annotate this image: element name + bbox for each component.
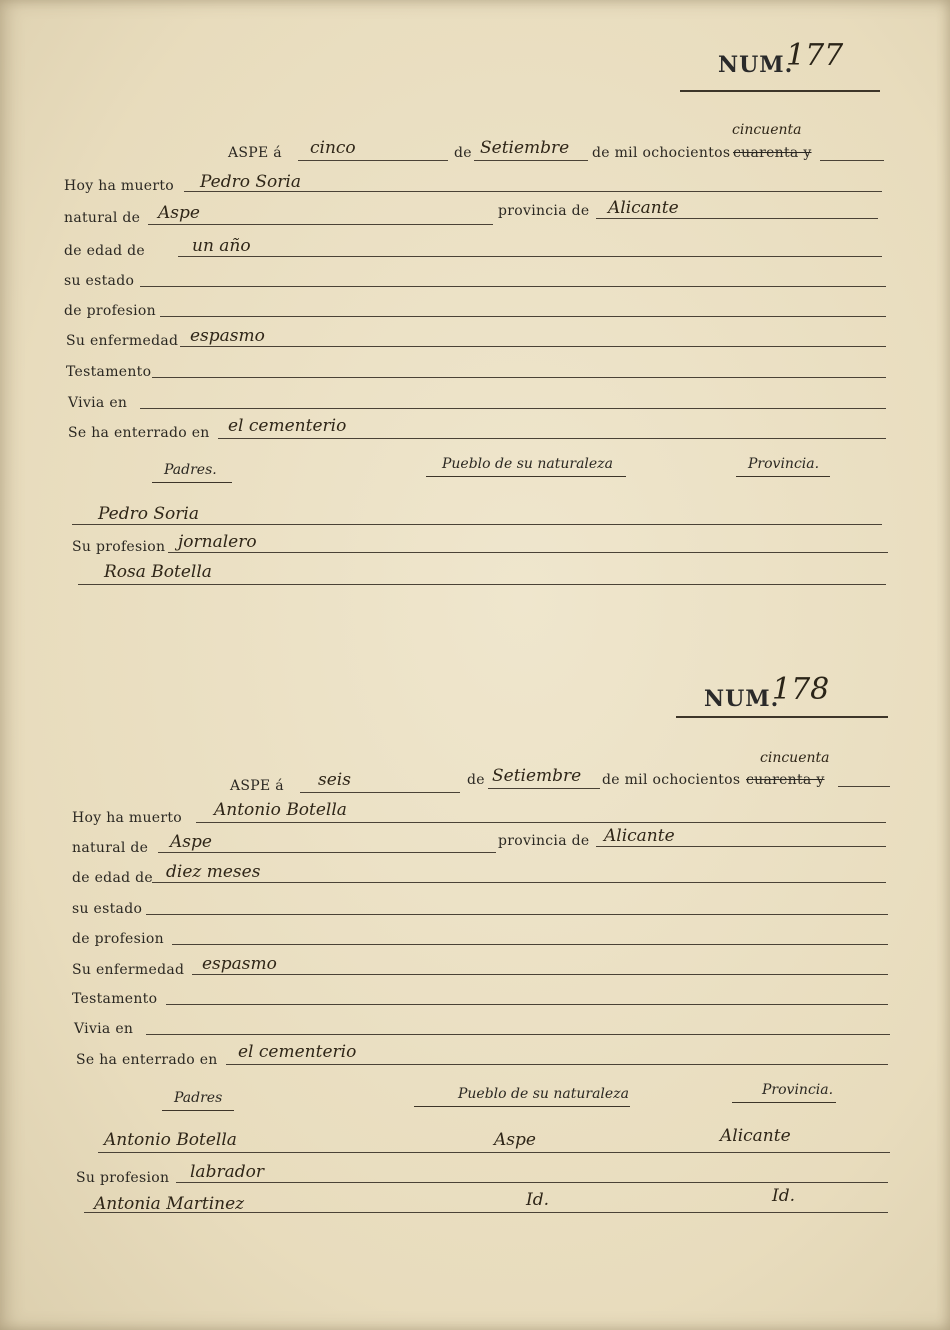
age-value: diez meses <box>166 862 261 882</box>
record-number-label: NUM. <box>704 686 780 712</box>
parent-profession-label: Su profesion <box>76 1170 170 1186</box>
parents-heading: Padres. <box>164 462 217 478</box>
de-label: de <box>467 772 485 788</box>
father-province: Alicante <box>720 1126 791 1146</box>
died-label: Hoy ha muerto <box>64 178 175 194</box>
father-profession: labrador <box>190 1162 264 1182</box>
mother-town-mark: Id. <box>526 1190 550 1210</box>
age-label: de edad de <box>64 243 145 259</box>
mother-province-mark: Id. <box>772 1186 796 1206</box>
record-number-rule <box>680 90 880 92</box>
year-prefix: de mil ochocientos <box>602 772 741 788</box>
status-label: su estado <box>72 901 143 917</box>
native-value: Aspe <box>158 203 200 223</box>
illness-label: Su enfermedad <box>66 333 179 349</box>
age-label: de edad de <box>72 870 153 886</box>
native-label: natural de <box>72 840 149 856</box>
illness-label: Su enfermedad <box>72 962 185 978</box>
father-name: Antonio Botella <box>104 1130 237 1150</box>
mother-name: Antonia Martinez <box>94 1194 245 1214</box>
province-heading: Provincia. <box>748 456 820 472</box>
buried-label: Se ha enterrado en <box>76 1052 218 1068</box>
died-label: Hoy ha muerto <box>72 810 183 826</box>
profession-label: de profesion <box>64 303 156 319</box>
illness-value: espasmo <box>190 326 265 346</box>
burial-value: el cementerio <box>238 1042 357 1062</box>
province-label: provincia de <box>498 203 590 219</box>
province-value: Alicante <box>604 826 675 846</box>
lived-label: Vivia en <box>68 395 128 411</box>
province-label: provincia de <box>498 833 590 849</box>
decade-struck: cuarenta y <box>733 145 812 161</box>
deceased-name: Antonio Botella <box>214 800 347 820</box>
town-heading: Pueblo de su naturaleza <box>458 1086 629 1102</box>
record-number-value: 178 <box>772 672 830 707</box>
parents-heading: Padres <box>174 1090 223 1106</box>
day-value: cinco <box>310 138 356 158</box>
decade-struck: cuarenta y <box>746 772 825 788</box>
parent-profession-label: Su profesion <box>72 539 166 555</box>
record-number-label: NUM. <box>718 52 794 78</box>
decade-inserted: cincuenta <box>760 750 830 766</box>
deceased-name: Pedro Soria <box>200 172 301 192</box>
native-value: Aspe <box>170 832 212 852</box>
record-number-rule <box>676 716 888 718</box>
father-town: Aspe <box>494 1130 536 1150</box>
place-label: ASPE á <box>230 778 284 794</box>
profession-label: de profesion <box>72 931 164 947</box>
de-label: de <box>454 145 472 161</box>
year-prefix: de mil ochocientos <box>592 145 731 161</box>
month-value: Setiembre <box>492 766 582 786</box>
record-number-value: 177 <box>786 38 844 73</box>
burial-value: el cementerio <box>228 416 347 436</box>
will-label: Testamento <box>72 991 158 1007</box>
age-value: un año <box>192 236 251 256</box>
illness-value: espasmo <box>202 954 277 974</box>
status-label: su estado <box>64 273 135 289</box>
town-heading: Pueblo de su naturaleza <box>442 456 613 472</box>
province-heading: Provincia. <box>762 1082 834 1098</box>
month-value: Setiembre <box>480 138 570 158</box>
mother-name: Rosa Botella <box>104 562 212 582</box>
province-value: Alicante <box>608 198 679 218</box>
day-value: seis <box>318 770 351 790</box>
father-name: Pedro Soria <box>98 504 199 524</box>
lived-label: Vivia en <box>74 1021 134 1037</box>
father-profession: jornalero <box>178 532 257 552</box>
decade-inserted: cincuenta <box>732 122 802 138</box>
place-label: ASPE á <box>228 145 282 161</box>
buried-label: Se ha enterrado en <box>68 425 210 441</box>
native-label: natural de <box>64 210 141 226</box>
will-label: Testamento <box>66 364 152 380</box>
